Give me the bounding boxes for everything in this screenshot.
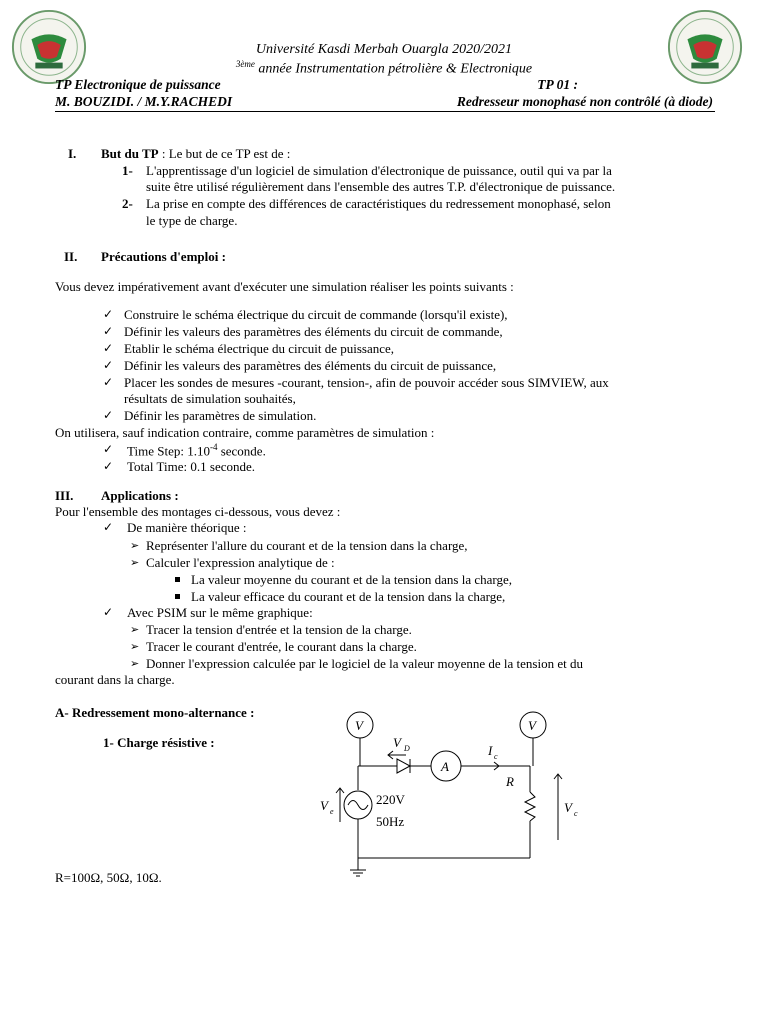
ammeter-label: A bbox=[441, 759, 449, 774]
module-name: TP Electronique de puissance bbox=[55, 77, 221, 92]
check-icon: ✓ bbox=[103, 520, 114, 534]
ic-sub: c bbox=[494, 752, 498, 761]
program-line bbox=[0, 59, 768, 78]
check-item-3: Etablir le schéma électrique du circuit de puissance, bbox=[124, 341, 394, 356]
section2-title: Précautions d'emploi : bbox=[101, 249, 226, 264]
section3-intro: Pour l'ensemble des montages ci-dessous, vous devez : bbox=[55, 504, 341, 519]
ve-label: V bbox=[320, 798, 328, 813]
check-icon: ✓ bbox=[103, 375, 114, 389]
header-rule bbox=[55, 111, 715, 112]
time-step: Time Step: $1.10^{-4}$ seconde. bbox=[127, 442, 266, 459]
item2-line2: le type de charge. bbox=[146, 213, 238, 228]
section2-roman: II. bbox=[64, 249, 78, 264]
header-row-1 bbox=[55, 77, 713, 93]
source-voltage: 220V bbox=[376, 792, 405, 807]
item1-line2: suite être utilisé régulièrement dans l'ensemble des autres T.P. d'électronique de puissance. bbox=[146, 179, 616, 194]
check-icon: ✓ bbox=[103, 442, 114, 456]
diode-icon bbox=[397, 759, 410, 773]
arrow-bullet-icon: ➢ bbox=[130, 657, 140, 670]
ic-label: I bbox=[488, 743, 493, 758]
section1-heading: But du TP : Le but de ce TP est de : bbox=[101, 146, 291, 161]
arrow-bullet-icon: ➢ bbox=[130, 539, 140, 552]
square-bullet-icon bbox=[175, 594, 180, 599]
check-item-6: Définir les paramètres de simulation. bbox=[124, 408, 317, 423]
psim-item-3: Donner l'expression calculée par le logiciel de la valeur moyenne de la tension et du bbox=[146, 656, 583, 671]
theory-heading: De manière théorique : bbox=[127, 520, 247, 535]
vc-label: V bbox=[564, 800, 572, 815]
item2-num: 2- bbox=[122, 196, 133, 211]
part-a-title: A- Redressement mono-alternance : bbox=[55, 705, 255, 720]
psim-item-3-line2: courant dans la charge. bbox=[55, 672, 175, 687]
section2-intro: Vous devez impérativement avant d'exécuter une simulation réaliser les points suivants : bbox=[55, 279, 514, 294]
check-icon: ✓ bbox=[103, 307, 114, 321]
vd-sub: D bbox=[404, 744, 410, 753]
source-frequency: 50Hz bbox=[376, 814, 405, 829]
check-icon: ✓ bbox=[103, 459, 114, 473]
psim-item-1: Tracer la tension d'entrée et la tension de la charge. bbox=[146, 622, 412, 637]
arrow-bullet-icon: ➢ bbox=[130, 640, 140, 653]
check-item-5-line2: résultats de simulation souhaités, bbox=[124, 391, 296, 406]
arrow-bullet-icon: ➢ bbox=[130, 623, 140, 636]
rectifier-circuit bbox=[300, 700, 590, 890]
resistance-values: R=100Ω, 50Ω, 10Ω. bbox=[55, 870, 162, 885]
authors: M. BOUZIDI. / M.Y.RACHEDI bbox=[55, 94, 233, 109]
check-item-1: Construire le schéma électrique du circuit de commande (lorsqu'il existe), bbox=[124, 307, 508, 322]
square-bullet-icon bbox=[175, 577, 180, 582]
voltmeter-left-label: V bbox=[355, 718, 363, 733]
sim-intro: On utilisera, sauf indication contraire, comme paramètres de simulation : bbox=[55, 425, 435, 440]
check-icon: ✓ bbox=[103, 408, 114, 422]
part-a-sub: 1- Charge résistive : bbox=[103, 735, 215, 750]
item1-line1: L'apprentissage d'un logiciel de simulation d'électronique de puissance, outil qui va par la bbox=[146, 163, 612, 178]
check-icon: ✓ bbox=[103, 605, 114, 619]
tp-number: TP 01 : bbox=[537, 77, 578, 92]
check-item-2: Définir les valeurs des paramètres des éléments du circuit de commande, bbox=[124, 324, 503, 339]
check-item-5: Placer les sondes de mesures -courant, tension-, afin de pouvoir accéder sous SIMVIEW, aux bbox=[124, 375, 609, 390]
header-row-2 bbox=[55, 94, 713, 110]
ve-sub: e bbox=[330, 807, 334, 816]
section3-roman: III. bbox=[55, 488, 74, 503]
psim-heading: Avec PSIM sur le même graphique: bbox=[127, 605, 313, 620]
vc-sub: c bbox=[574, 809, 578, 818]
voltmeter-right-label: V bbox=[528, 718, 536, 733]
theory-sub-1: La valeur moyenne du courant et de la tension dans la charge, bbox=[191, 572, 513, 587]
psim-item-2: Tracer le courant d'entrée, le courant dans la charge. bbox=[146, 639, 417, 654]
section1-roman: I. bbox=[68, 146, 77, 161]
program-text: année Instrumentation pétrolière & Electronique bbox=[254, 61, 533, 77]
r-label: R bbox=[506, 774, 514, 789]
item1-num: 1- bbox=[122, 163, 133, 178]
total-time: Total Time: 0.1 seconde. bbox=[127, 459, 256, 474]
check-icon: ✓ bbox=[103, 358, 114, 372]
theory-sub-2: La valeur efficace du courant et de la tension dans la charge, bbox=[191, 589, 506, 604]
arrow-bullet-icon: ➢ bbox=[130, 556, 140, 569]
resistor-icon bbox=[525, 792, 535, 821]
item2-line1: La prise en compte des différences de caractéristiques du redressement monophasé, selon bbox=[146, 196, 611, 211]
check-item-4: Définir les valeurs des paramètres des éléments du circuit de puissance, bbox=[124, 358, 497, 373]
section3-title: Applications : bbox=[101, 488, 179, 503]
check-icon: ✓ bbox=[103, 324, 114, 338]
vd-label: V bbox=[393, 735, 401, 750]
theory-item-1: Représenter l'allure du courant et de la tension dans la charge, bbox=[146, 538, 468, 553]
tp-title: Redresseur monophasé non contrôlé (à diode) bbox=[456, 94, 713, 109]
theory-item-2: Calculer l'expression analytique de : bbox=[146, 555, 335, 570]
university-line: Université Kasdi Merbah Ouargla 2020/2021 bbox=[255, 42, 513, 57]
year-sup: 3ème bbox=[235, 59, 255, 69]
check-icon: ✓ bbox=[103, 341, 114, 355]
